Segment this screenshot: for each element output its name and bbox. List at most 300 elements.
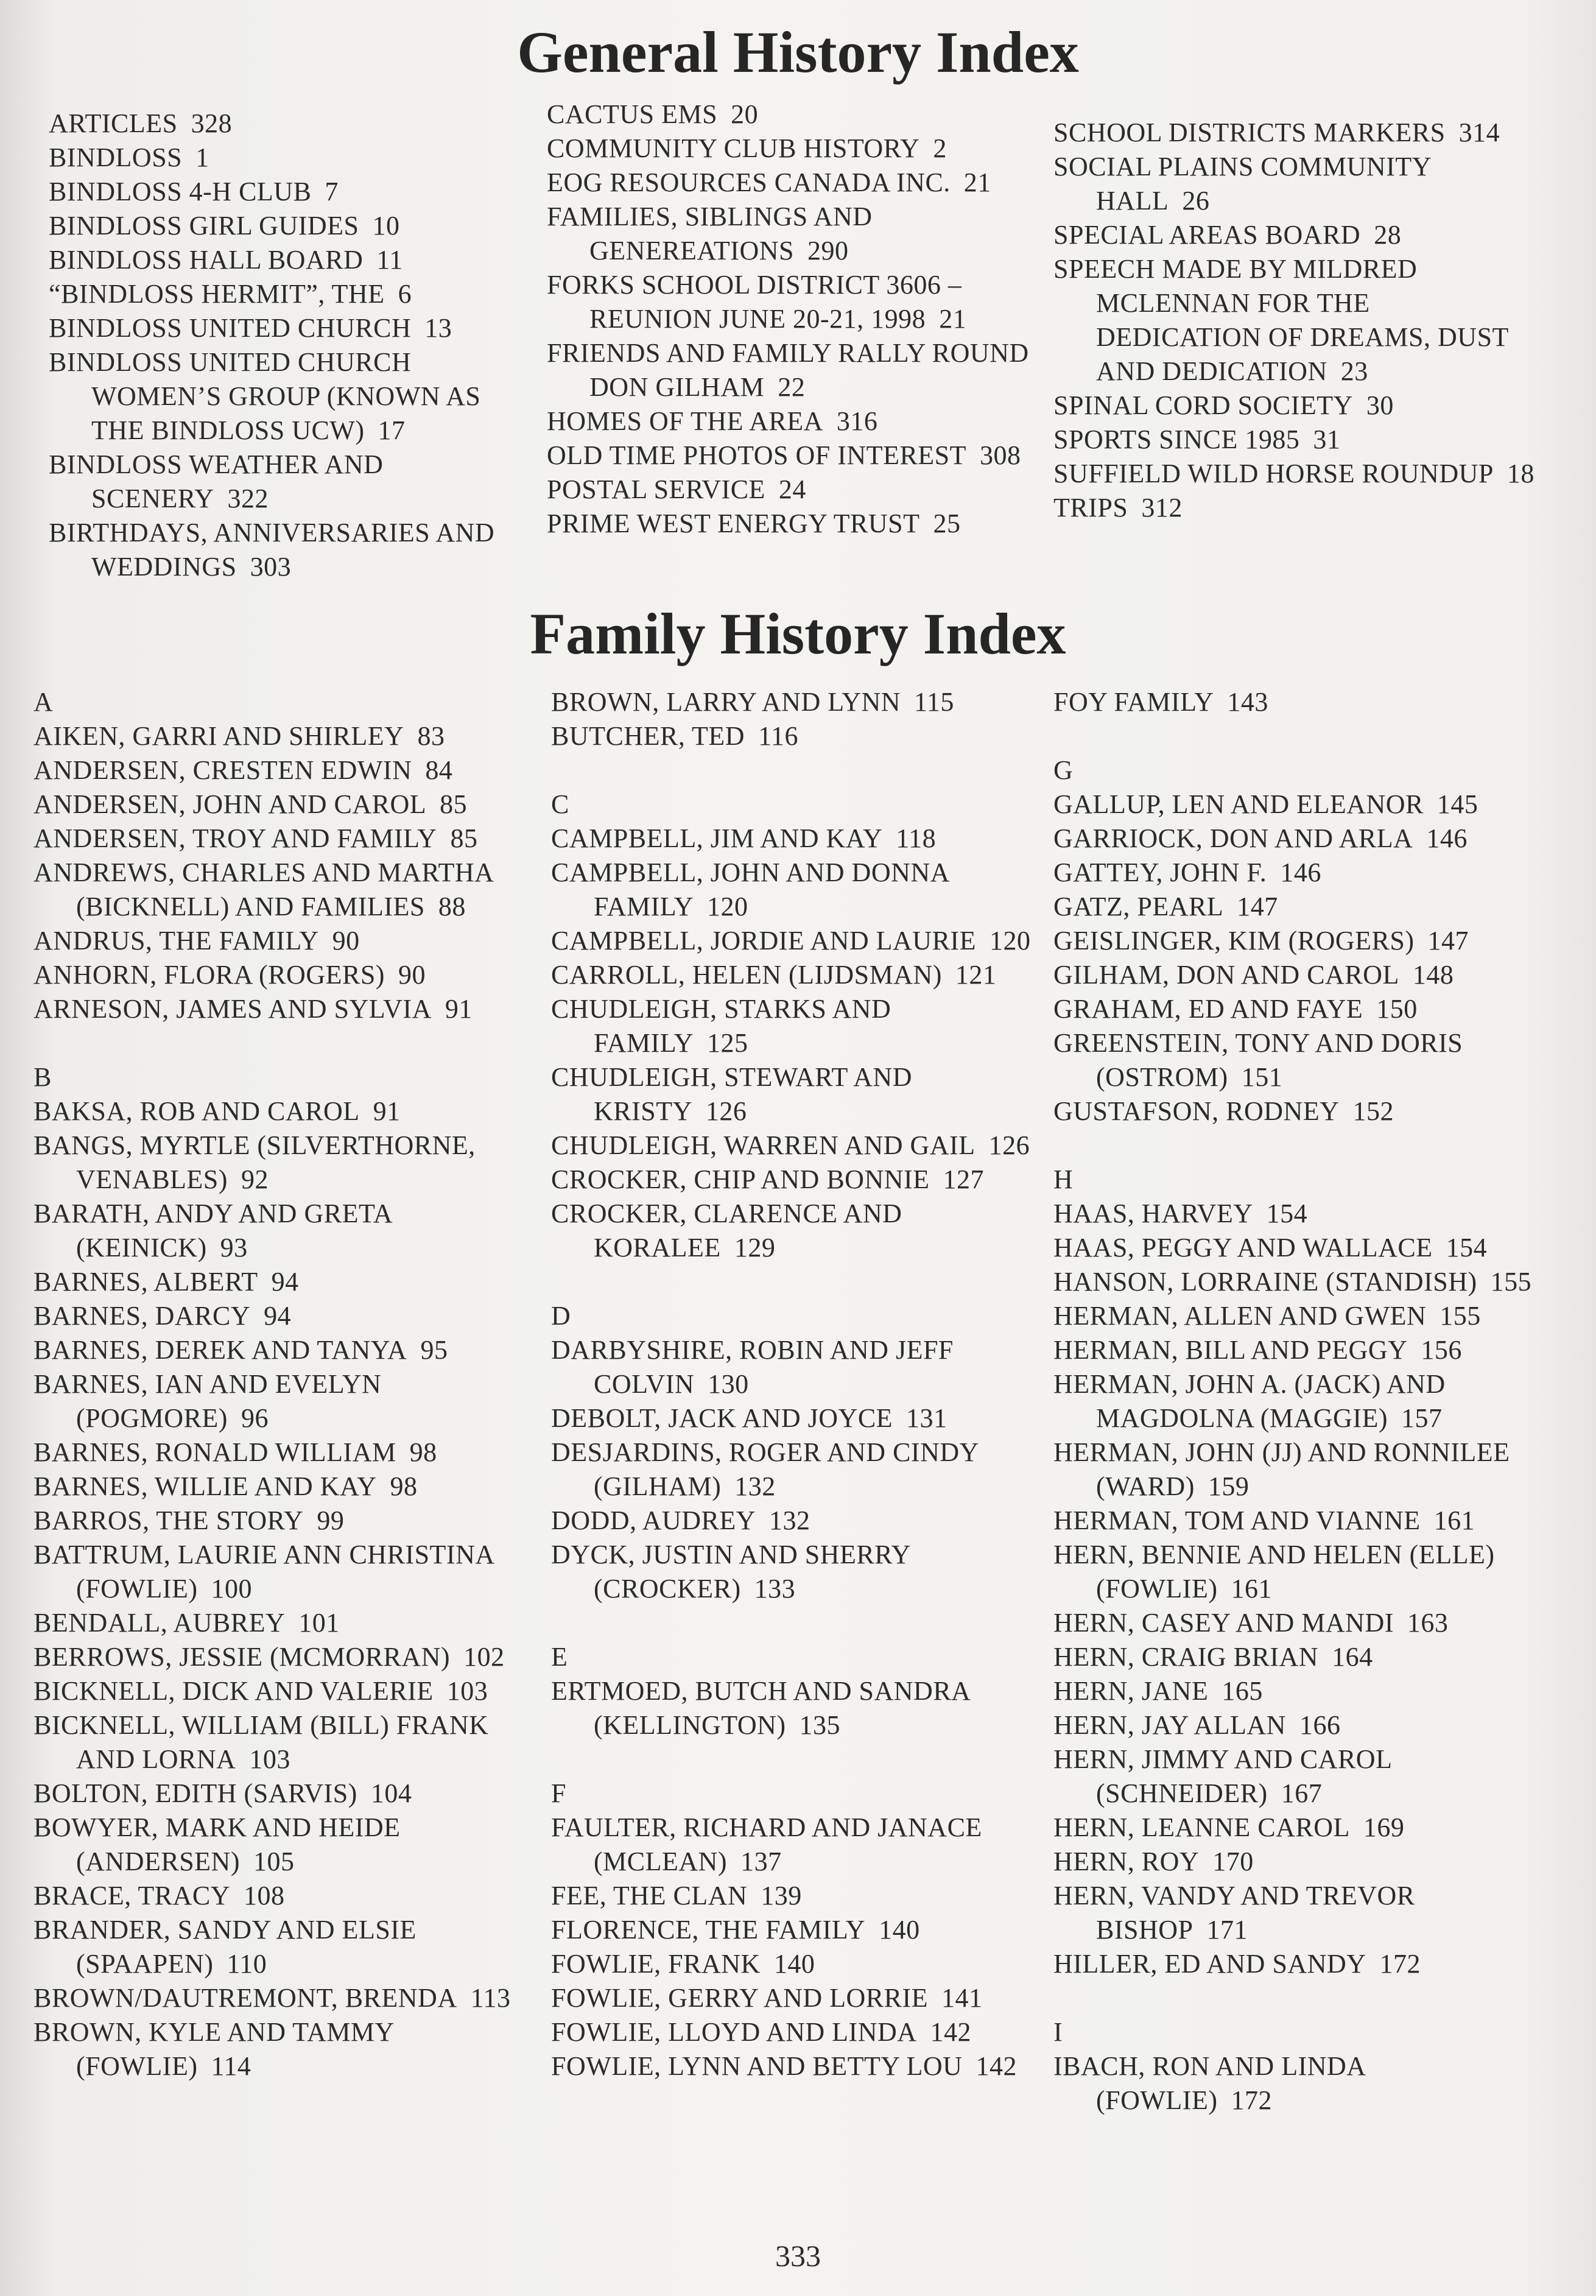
entry-page-number: 85 — [440, 789, 468, 819]
entry-name: SCHOOL DISTRICTS MARKERS — [1053, 118, 1446, 147]
index-entry — [33, 1640, 521, 1674]
entry-page-number: 139 — [761, 1881, 802, 1910]
entry-name: FRIENDS AND FAMILY RALLY ROUND DON GILHAM — [547, 338, 1029, 402]
index-entry — [1053, 252, 1541, 389]
index-entry — [551, 1504, 1038, 1538]
index-entry — [551, 1674, 1038, 1742]
index-entry — [1053, 1606, 1541, 1640]
entry-page-number: 166 — [1299, 1710, 1341, 1740]
entry-name: GALLUP, LEN AND ELEANOR — [1053, 789, 1424, 819]
index-entry — [551, 924, 1038, 958]
entry-page-number: 164 — [1332, 1642, 1373, 1672]
index-entry — [1053, 958, 1541, 992]
general-history-column-2 — [547, 97, 1034, 541]
entry-name: HERN, JANE — [1053, 1676, 1209, 1706]
entry-name: BINDLOSS UNITED CHURCH WOMEN’S GROUP (KNOWN AS THE BINDLOSS UCW) — [49, 347, 481, 445]
entry-name: HANSON, LORRAINE (STANDISH) — [1053, 1267, 1477, 1297]
index-entry — [33, 1333, 521, 1367]
index-entry — [33, 822, 521, 856]
entry-name: HAAS, HARVEY — [1053, 1199, 1253, 1228]
entry-page-number: 21 — [939, 304, 967, 334]
entry-page-number: 155 — [1490, 1267, 1532, 1297]
entry-page-number: 23 — [1340, 356, 1368, 386]
entry-name: CACTUS EMS — [547, 99, 718, 129]
entry-page-number: 91 — [373, 1096, 401, 1126]
entry-name: SPORTS SINCE 1985 — [1053, 424, 1300, 454]
entry-name: BICKNELL, DICK AND VALERIE — [33, 1676, 434, 1706]
entry-page-number: 129 — [734, 1233, 776, 1262]
index-entry — [1053, 685, 1541, 719]
index-entry — [1053, 1094, 1541, 1129]
section-letter: B — [33, 1062, 52, 1092]
entry-name: HOMES OF THE AREA — [547, 406, 823, 436]
index-entry — [33, 958, 521, 992]
entry-page-number: 121 — [955, 960, 997, 990]
entry-page-number: 118 — [896, 823, 937, 853]
entry-name: FOY FAMILY — [1053, 687, 1214, 717]
entry-page-number: 163 — [1407, 1608, 1449, 1638]
index-entry — [33, 1299, 521, 1333]
index-entry — [1053, 1811, 1541, 1845]
entry-page-number: 132 — [769, 1505, 810, 1535]
section-letter: H — [1053, 1164, 1074, 1194]
entry-page-number: 115 — [914, 687, 954, 717]
entry-page-number: 108 — [244, 1881, 285, 1910]
entry-page-number: 312 — [1141, 493, 1183, 523]
section-letter: D — [551, 1301, 571, 1331]
index-entry — [1053, 150, 1541, 218]
entry-name: BICKNELL, WILLIAM (BILL) FRANK AND LORNA — [33, 1710, 489, 1774]
entry-name: ERTMOED, BUTCH AND SANDRA (KELLINGTON) — [551, 1676, 970, 1740]
index-entry — [1053, 1435, 1541, 1504]
entry-name: ANHORN, FLORA (ROGERS) — [33, 960, 385, 990]
entry-page-number: 137 — [740, 1847, 782, 1876]
index-entry — [33, 1811, 521, 1879]
entry-name: SPINAL CORD SOCIETY — [1053, 390, 1353, 420]
entry-name: COMMUNITY CLUB HISTORY — [547, 133, 920, 163]
index-entry — [33, 1708, 521, 1777]
entry-page-number: 308 — [980, 440, 1021, 470]
entry-page-number: 114 — [211, 2051, 251, 2081]
general-history-column-1 — [49, 107, 536, 584]
entry-name: BENDALL, AUBREY — [33, 1608, 286, 1638]
entry-page-number: 95 — [420, 1335, 448, 1365]
entry-name: CAMPBELL, JOHN AND DONNA FAMILY — [551, 857, 949, 921]
entry-page-number: 155 — [1440, 1301, 1481, 1331]
entry-page-number: 120 — [707, 892, 748, 921]
entry-name: BINDLOSS UNITED CHURCH — [49, 313, 412, 343]
entry-name: FAULTER, RICHARD AND JANACE (MCLEAN) — [551, 1812, 982, 1876]
index-entry — [33, 1538, 521, 1606]
entry-page-number: 103 — [446, 1676, 488, 1706]
section-letter: E — [551, 1642, 568, 1672]
index-entry — [49, 448, 536, 516]
index-entry — [1053, 822, 1541, 856]
entry-name: BARNES, IAN AND EVELYN (POGMORE) — [33, 1369, 382, 1433]
entry-name: BARNES, WILLIE AND KAY — [33, 1471, 377, 1501]
entry-page-number: 91 — [445, 994, 473, 1024]
entry-page-number: 30 — [1366, 390, 1394, 420]
entry-name: HERMAN, ALLEN AND GWEN — [1053, 1301, 1427, 1331]
entry-page-number: 140 — [879, 1915, 920, 1945]
entry-name: CROCKER, CHIP AND BONNIE — [551, 1164, 930, 1194]
entry-name: HERN, CRAIG BRIAN — [1053, 1642, 1319, 1672]
entry-page-number: 140 — [773, 1949, 815, 1979]
index-entry — [33, 1674, 521, 1708]
entry-name: BANGS, MYRTLE (SILVERTHORNE, VENABLES) — [33, 1130, 476, 1194]
index-entry — [551, 1981, 1038, 2015]
entry-name: CHUDLEIGH, WARREN AND GAIL — [551, 1130, 976, 1160]
index-entry — [547, 507, 1034, 541]
section-letter: G — [1053, 755, 1074, 785]
entry-name: ANDRUS, THE FAMILY — [33, 926, 319, 956]
index-entry — [49, 345, 536, 448]
entry-name: HERN, CASEY AND MANDI — [1053, 1608, 1394, 1638]
index-entry — [49, 141, 536, 175]
entry-page-number: 84 — [425, 755, 453, 785]
index-entry — [547, 404, 1034, 438]
entry-name: DESJARDINS, ROGER AND CINDY (GILHAM) — [551, 1437, 979, 1501]
index-entry — [1053, 1333, 1541, 1367]
entry-page-number: 101 — [298, 1608, 340, 1638]
entry-name: BROWN, KYLE AND TAMMY (FOWLIE) — [33, 2017, 394, 2081]
index-entry — [33, 1129, 521, 1197]
entry-name: SPECIAL AREAS BOARD — [1053, 220, 1361, 250]
entry-name: FOWLIE, GERRY AND LORRIE — [551, 1983, 929, 2013]
index-entry — [551, 1333, 1038, 1401]
entry-name: BARATH, ANDY AND GRETA (KEINICK) — [33, 1199, 392, 1262]
entry-page-number: 146 — [1426, 823, 1468, 853]
entry-name: IBACH, RON AND LINDA (FOWLIE) — [1053, 2051, 1365, 2115]
entry-name: CROCKER, CLARENCE AND KORALEE — [551, 1199, 902, 1262]
entry-name: BARNES, ALBERT — [33, 1267, 258, 1297]
index-entry — [547, 438, 1034, 473]
index-entry — [33, 1913, 521, 1981]
entry-page-number: 147 — [1427, 926, 1469, 956]
index-entry — [1053, 924, 1541, 958]
index-entry — [551, 1060, 1038, 1129]
entry-page-number: 316 — [836, 406, 878, 436]
index-entry — [551, 685, 1038, 719]
entry-page-number: 303 — [250, 552, 292, 582]
entry-page-number: 1 — [195, 143, 209, 172]
entry-page-number: 145 — [1436, 789, 1478, 819]
index-entry — [1053, 1231, 1541, 1265]
entry-name: SUFFIELD WILD HORSE ROUNDUP — [1053, 459, 1494, 488]
entry-name: CHUDLEIGH, STARKS AND FAMILY — [551, 994, 891, 1058]
entry-page-number: 133 — [754, 1574, 796, 1604]
entry-name: BARNES, DEREK AND TANYA — [33, 1335, 407, 1365]
index-entry — [1053, 1742, 1541, 1811]
entry-page-number: 328 — [191, 108, 233, 138]
entry-name: BERROWS, JESSIE (MCMORRAN) — [33, 1642, 451, 1672]
index-entry — [1053, 218, 1541, 252]
entry-page-number: 20 — [731, 99, 759, 129]
index-entry — [551, 2015, 1038, 2049]
entry-page-number: 24 — [778, 474, 806, 504]
entry-page-number: 88 — [438, 892, 466, 921]
index-entry — [551, 1129, 1038, 1163]
entry-page-number: 83 — [417, 721, 445, 751]
entry-page-number: 90 — [332, 926, 360, 956]
entry-name: DEBOLT, JACK AND JOYCE — [551, 1403, 893, 1433]
entry-page-number: 10 — [372, 211, 400, 241]
entry-name: HERN, VANDY AND TREVOR BISHOP — [1053, 1881, 1415, 1945]
index-entry — [1053, 423, 1541, 457]
index-entry — [1053, 1299, 1541, 1333]
entry-page-number: 26 — [1182, 186, 1210, 216]
entry-name: SOCIAL PLAINS COMMUNITY HALL — [1053, 152, 1431, 216]
entry-page-number: 159 — [1208, 1471, 1250, 1501]
entry-page-number: 151 — [1241, 1062, 1283, 1092]
index-entry — [49, 311, 536, 345]
entry-page-number: 167 — [1281, 1778, 1323, 1808]
index-entry — [551, 1811, 1038, 1879]
entry-page-number: 110 — [227, 1949, 267, 1979]
index-entry — [33, 787, 521, 822]
entry-name: GREENSTEIN, TONY AND DORIS (OSTROM) — [1053, 1028, 1463, 1092]
entry-page-number: 17 — [378, 415, 406, 445]
entry-name: CHUDLEIGH, STEWART AND KRISTY — [551, 1062, 912, 1126]
index-entry — [1053, 1026, 1541, 1094]
entry-page-number: 22 — [778, 372, 806, 402]
entry-name: GUSTAFSON, RODNEY — [1053, 1096, 1340, 1126]
entry-page-number: 102 — [463, 1642, 505, 1672]
entry-name: BROWN, LARRY AND LYNN — [551, 687, 901, 717]
index-entry — [33, 1435, 521, 1470]
entry-name: DARBYSHIRE, ROBIN AND JEFF COLVIN — [551, 1335, 954, 1399]
entry-page-number: 92 — [241, 1164, 269, 1194]
entry-name: DODD, AUDREY — [551, 1505, 756, 1535]
entry-name: HERN, JIMMY AND CAROL (SCHNEIDER) — [1053, 1744, 1391, 1808]
entry-page-number: 94 — [271, 1267, 299, 1297]
index-entry — [1053, 1845, 1541, 1879]
entry-page-number: 156 — [1421, 1335, 1462, 1365]
entry-page-number: 90 — [398, 960, 426, 990]
entry-page-number: 116 — [758, 721, 798, 751]
entry-name: HERMAN, JOHN A. (JACK) AND MAGDOLNA (MAGGIE) — [1053, 1369, 1446, 1433]
entry-name: HERMAN, JOHN (JJ) AND RONNILEE (WARD) — [1053, 1437, 1510, 1501]
index-entry — [49, 277, 536, 311]
entry-page-number: 96 — [241, 1403, 269, 1433]
index-entry — [1053, 856, 1541, 890]
entry-page-number: 6 — [398, 279, 412, 309]
entry-name: AIKEN, GARRI AND SHIRLEY — [33, 721, 404, 751]
entry-name: HERMAN, TOM AND VIANNE — [1053, 1505, 1421, 1535]
entry-name: ARTICLES — [49, 108, 178, 138]
entry-name: BATTRUM, LAURIE ANN CHRISTINA (FOWLIE) — [33, 1540, 494, 1604]
entry-name: BAKSA, ROB AND CAROL — [33, 1096, 360, 1126]
index-entry — [1053, 1674, 1541, 1708]
index-entry — [33, 1879, 521, 1913]
index-entry — [547, 166, 1034, 200]
index-entry — [1053, 1708, 1541, 1742]
entry-page-number: 31 — [1313, 424, 1341, 454]
entry-name: FAMILIES, SIBLINGS AND GENEREATIONS — [547, 202, 873, 266]
entry-page-number: 169 — [1363, 1812, 1405, 1842]
entry-page-number: 85 — [450, 823, 478, 853]
entry-name: SPEECH MADE BY MILDRED MCLENNAN FOR THE DEDICATION OF DREAMS, DUST AND DEDICATION — [1053, 254, 1509, 386]
family-history-title: Family History Index — [530, 601, 1066, 666]
entry-page-number: 125 — [707, 1028, 748, 1058]
entry-name: TRIPS — [1053, 493, 1128, 523]
index-entry — [1053, 1197, 1541, 1231]
entry-name: EOG RESOURCES CANADA INC. — [547, 167, 951, 197]
entry-name: PRIME WEST ENERGY TRUST — [547, 509, 920, 538]
entry-page-number: 2 — [933, 133, 947, 163]
index-entry — [551, 1947, 1038, 1981]
entry-name: CAMPBELL, JORDIE AND LAURIE — [551, 926, 976, 956]
entry-name: GEISLINGER, KIM (ROGERS) — [1053, 926, 1415, 956]
entry-page-number: 148 — [1412, 960, 1454, 990]
index-entry — [1053, 1640, 1541, 1674]
entry-name: BOWYER, MARK AND HEIDE (ANDERSEN) — [33, 1812, 401, 1876]
entry-name: BARNES, RONALD WILLIAM — [33, 1437, 396, 1467]
family-history-column-3 — [1053, 685, 1541, 2118]
entry-name: GATZ, PEARL — [1053, 892, 1224, 921]
entry-page-number: 314 — [1458, 118, 1500, 147]
entry-page-number: 105 — [253, 1847, 295, 1876]
entry-name: BIRTHDAYS, ANNIVERSARIES AND WEDDINGS — [49, 518, 495, 582]
entry-page-number: 135 — [799, 1710, 841, 1740]
entry-name: ANDERSEN, TROY AND FAMILY — [33, 823, 437, 853]
entry-page-number: 143 — [1227, 687, 1268, 717]
entry-page-number: 13 — [424, 313, 452, 343]
entry-name: BINDLOSS GIRL GUIDES — [49, 211, 359, 241]
entry-page-number: 172 — [1379, 1949, 1421, 1979]
entry-page-number: 154 — [1266, 1199, 1308, 1228]
index-entry — [551, 958, 1038, 992]
index-entry — [1053, 1367, 1541, 1435]
entry-name: BINDLOSS HALL BOARD — [49, 245, 364, 275]
section-letter: A — [33, 687, 54, 717]
index-entry — [33, 2015, 521, 2083]
entry-name: CAMPBELL, JIM AND KAY — [551, 823, 883, 853]
general-history-column-3 — [1053, 116, 1541, 525]
index-entry — [1053, 890, 1541, 924]
entry-name: BINDLOSS 4-H CLUB — [49, 177, 312, 206]
entry-page-number: 113 — [470, 1983, 511, 2013]
entry-page-number: 100 — [211, 1574, 252, 1604]
entry-page-number: 132 — [734, 1471, 776, 1501]
index-entry — [33, 1367, 521, 1435]
index-entry — [1053, 787, 1541, 822]
entry-page-number: 94 — [264, 1301, 292, 1331]
entry-page-number: 120 — [989, 926, 1031, 956]
entry-page-number: 98 — [409, 1437, 437, 1467]
index-entry — [551, 992, 1038, 1060]
entry-page-number: 161 — [1231, 1574, 1272, 1604]
index-entry — [551, 1197, 1038, 1265]
entry-name: BRANDER, SANDY AND ELSIE (SPAAPEN) — [33, 1915, 417, 1979]
entry-name: FOWLIE, FRANK — [551, 1949, 761, 1979]
entry-name: HERMAN, BILL AND PEGGY — [1053, 1335, 1408, 1365]
entry-page-number: 104 — [370, 1778, 412, 1808]
index-entry — [1053, 2049, 1541, 2118]
entry-name: ANDREWS, CHARLES AND MARTHA (BICKNELL) AND FAMILIES — [33, 857, 493, 921]
entry-page-number: 170 — [1212, 1847, 1254, 1876]
index-entry — [551, 1879, 1038, 1913]
index-entry — [1053, 1947, 1541, 1981]
entry-name: BRACE, TRACY — [33, 1881, 231, 1910]
entry-page-number: 171 — [1206, 1915, 1248, 1945]
index-entry — [551, 1913, 1038, 1947]
index-entry — [49, 209, 536, 243]
entry-page-number: 11 — [376, 245, 403, 275]
section-letter: I — [1053, 2017, 1063, 2047]
section-letter: F — [551, 1778, 566, 1808]
entry-page-number: 93 — [220, 1233, 248, 1262]
index-entry — [33, 924, 521, 958]
index-entry — [551, 1401, 1038, 1435]
entry-page-number: 165 — [1222, 1676, 1263, 1706]
entry-name: “BINDLOSS HERMIT”, THE — [49, 279, 385, 309]
entry-page-number: 141 — [941, 1983, 983, 2013]
index-entry — [33, 753, 521, 787]
index-entry — [49, 107, 536, 141]
index-entry — [49, 175, 536, 209]
entry-name: ARNESON, JAMES AND SYLVIA — [33, 994, 432, 1024]
entry-name: BARNES, DARCY — [33, 1301, 251, 1331]
index-entry — [547, 97, 1034, 132]
entry-page-number: 7 — [325, 177, 339, 206]
entry-page-number: 99 — [317, 1505, 345, 1535]
entry-page-number: 126 — [988, 1130, 1030, 1160]
index-entry — [551, 1163, 1038, 1197]
entry-name: OLD TIME PHOTOS OF INTEREST — [547, 440, 967, 470]
index-entry — [551, 1435, 1038, 1504]
index-entry — [33, 992, 521, 1026]
entry-name: CARROLL, HELEN (LIJDSMAN) — [551, 960, 942, 990]
index-entry — [547, 132, 1034, 166]
entry-page-number: 152 — [1352, 1096, 1394, 1126]
entry-name: BARROS, THE STORY — [33, 1505, 304, 1535]
index-entry — [1053, 491, 1541, 525]
entry-name: FOWLIE, LYNN AND BETTY LOU — [551, 2051, 963, 2081]
index-entry — [49, 516, 536, 584]
index-entry — [33, 856, 521, 924]
entry-page-number: 290 — [807, 236, 849, 266]
entry-page-number: 142 — [930, 2017, 972, 2047]
entry-name: BUTCHER, TED — [551, 721, 745, 751]
index-entry — [33, 1777, 521, 1811]
index-entry — [551, 1538, 1038, 1606]
index-entry — [33, 1606, 521, 1640]
entry-name: HERN, JAY ALLAN — [1053, 1710, 1286, 1740]
entry-name: ANDERSEN, CRESTEN EDWIN — [33, 755, 412, 785]
entry-name: BINDLOSS — [49, 143, 183, 172]
index-entry — [547, 268, 1034, 336]
entry-name: BINDLOSS WEATHER AND SCENERY — [49, 449, 384, 513]
index-entry — [1053, 1504, 1541, 1538]
index-entry — [33, 1197, 521, 1265]
index-entry — [1053, 116, 1541, 150]
index-entry — [551, 822, 1038, 856]
entry-page-number: 126 — [705, 1096, 747, 1126]
index-entry — [33, 1094, 521, 1129]
family-history-column-2 — [551, 685, 1038, 2083]
index-entry — [551, 2049, 1038, 2083]
entry-name: HILLER, ED AND SANDY — [1053, 1949, 1366, 1979]
entry-name: FORKS SCHOOL DISTRICT 3606 – REUNION JUNE 20-21, 1998 — [547, 270, 962, 334]
index-entry — [1053, 1879, 1541, 1947]
entry-page-number: 130 — [708, 1369, 749, 1399]
entry-page-number: 103 — [249, 1744, 290, 1774]
entry-name: GRAHAM, ED AND FAYE — [1053, 994, 1363, 1024]
index-entry — [33, 1470, 521, 1504]
entry-page-number: 21 — [963, 167, 991, 197]
index-entry — [551, 719, 1038, 753]
